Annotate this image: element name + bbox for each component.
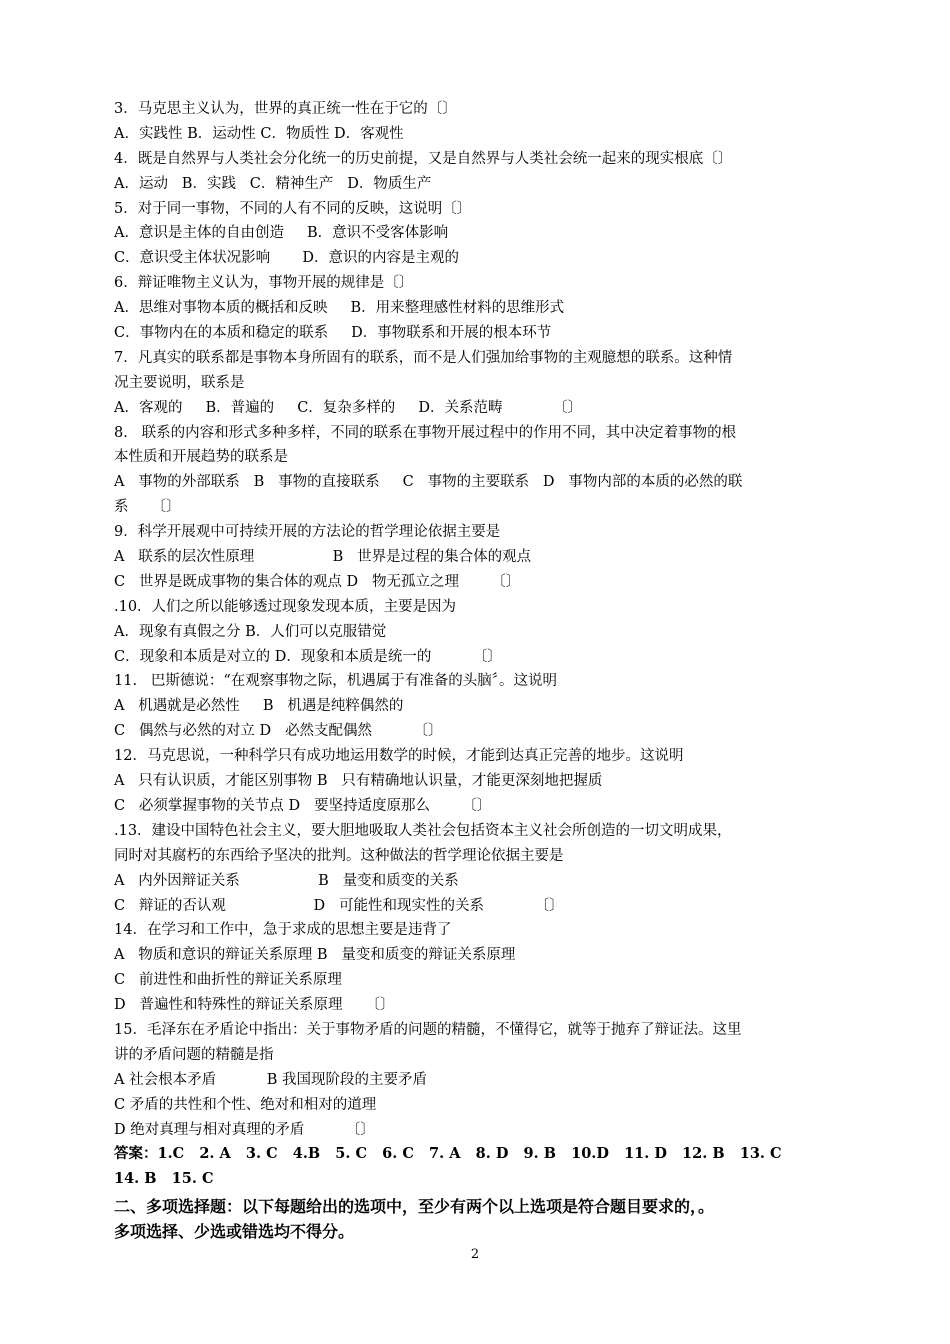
text-line: A．客观的 B．普遍的 C．复杂多样的 D．关系范畴 〔〕 <box>114 399 583 416</box>
text-line: C 必须掌握事物的关节点 D 要坚持适度原那么 〔〕 <box>114 797 492 814</box>
text-line: A．意识是主体的自由创造 B．意识不受客体影响 <box>114 225 449 242</box>
text-line: 系 〔〕 <box>114 499 181 516</box>
text-line: D 普遍性和特殊性的辩证关系原理 〔〕 <box>114 997 395 1014</box>
text-line: A 物质和意识的辩证关系原理 B 量变和质变的辩证关系原理 <box>114 947 516 964</box>
text-line: C．事物内在的本质和稳定的联系 D．事物联系和开展的根本环节 <box>114 325 552 342</box>
text-line: A 事物的外部联系 B 事物的直接联系 C 事物的主要联系 D 事物内部的本质的必然的联 <box>114 474 743 491</box>
text-line: C 偶然与必然的对立 D 必然支配偶然 〔〕 <box>114 723 443 740</box>
answer-line: 答案：1.C 2. A 3. C 4.B 5. C 6. C 7. A 8. D 9. B 10.D 11. D 12. B 13. C <box>114 1145 782 1163</box>
text-line: 讲的矛盾问题的精髓是指 <box>114 1046 274 1063</box>
page-content <box>114 97 844 1244</box>
page-number: 2 <box>470 1247 480 1262</box>
text-line: A．现象有真假之分 B．人们可以克服错觉 <box>114 623 387 640</box>
text-line: C 辩证的否认观 D 可能性和现实性的关系 〔〕 <box>114 897 564 914</box>
text-line: C 矛盾的共性和个性、绝对和相对的道理 <box>114 1096 377 1113</box>
answer-line: 14. B 15. C <box>114 1170 214 1188</box>
answer-key <box>114 1142 844 1192</box>
text-line: 8. 联系的内容和形式多种多样，不同的联系在事物开展过程中的作用不同，其中决定着事物的根 <box>114 424 737 441</box>
text-line: 3．马克思主义认为，世界的真正统一性在于它的〔〕 <box>114 101 457 117</box>
text-line: A．思维对事物本质的概括和反映 B．用来整理感性材料的思维形式 <box>114 300 565 317</box>
text-line: A 内外因辩证关系 B 量变和质变的关系 <box>114 872 459 889</box>
text-line: A 机遇就是必然性 B 机遇是纯粹偶然的 <box>114 698 404 715</box>
text-line: C．意识受主体状况影响 D．意识的内容是主观的 <box>114 250 459 267</box>
text-line: 本性质和开展趋势的联系是 <box>114 449 288 466</box>
text-line: 4．既是自然界与人类社会分化统一的历史前提，又是自然界与人类社会统一起来的现实根底〔〕 <box>114 150 733 167</box>
question-list <box>114 97 844 1142</box>
text-line: 5．对于同一事物，不同的人有不同的反映，这说明〔〕 <box>114 200 472 217</box>
text-line: A 只有认识质，才能区别事物 B 只有精确地认识量，才能更深刻地把握质 <box>114 773 603 790</box>
text-line: .13．建设中国特色社会主义，要大胆地吸取人类社会包括资本主义社会所创造的一切文明成果， <box>114 822 732 839</box>
text-line: D 绝对真理与相对真理的矛盾 〔〕 <box>114 1121 375 1138</box>
text-line: 12．马克思说，一种科学只有成功地运用数学的时候，才能到达真正完善的地步。这说明 <box>114 748 684 765</box>
section-heading-line: 多项选择、少选或错选均不得分。 <box>114 1222 355 1242</box>
text-line: 14．在学习和工作中，急于求成的思想主要是违背了 <box>114 922 452 939</box>
text-line: A 社会根本矛盾 B 我国现阶段的主要矛盾 <box>114 1071 428 1088</box>
text-line: 15．毛泽东在矛盾论中指出：关于事物矛盾的问题的精髓，不懂得它，就等于抛弃了辩证法。这里 <box>114 1021 742 1038</box>
text-line: 9．科学开展观中可持续开展的方法论的哲学理论依据主要是 <box>114 524 501 541</box>
text-line: 同时对其腐朽的东西给予坚决的批判。这种做法的哲学理论依据主要是 <box>114 847 564 864</box>
text-line: C 前进性和曲折性的辩证关系原理 <box>114 972 342 989</box>
text-line: C．现象和本质是对立的 D．现象和本质是统一的 〔〕 <box>114 648 502 665</box>
text-line: 6．辩证唯物主义认为，事物开展的规律是〔〕 <box>114 275 414 292</box>
text-line: 况主要说明，联系是 <box>114 374 245 391</box>
text-line: A．运动 B．实践 C．精神生产 D．物质生产 <box>114 175 432 192</box>
text-line: A．实践性 B．运动性 C．物质性 D．客观性 <box>114 125 404 142</box>
section-heading-line: 二、多项选择题：以下每题给出的选项中，至少有两个以上选项是符合题目要求的，。 <box>114 1197 715 1217</box>
text-line: 7．凡真实的联系都是事物本身所固有的联系，而不是人们强加给事物的主观臆想的联系。这种情 <box>114 349 733 366</box>
text-line: .10．人们之所以能够透过现象发现本质，主要是因为 <box>114 598 457 615</box>
text-line: C 世界是既成事物的集合体的观点 D 物无孤立之理 〔〕 <box>114 573 521 590</box>
section-heading <box>114 1194 844 1244</box>
text-line: 11. 巴斯德说：“在观察事物之际，机遇属于有准备的头脑〞。这说明 <box>114 673 558 690</box>
text-line: A 联系的层次性原理 B 世界是过程的集合体的观点 <box>114 549 532 566</box>
